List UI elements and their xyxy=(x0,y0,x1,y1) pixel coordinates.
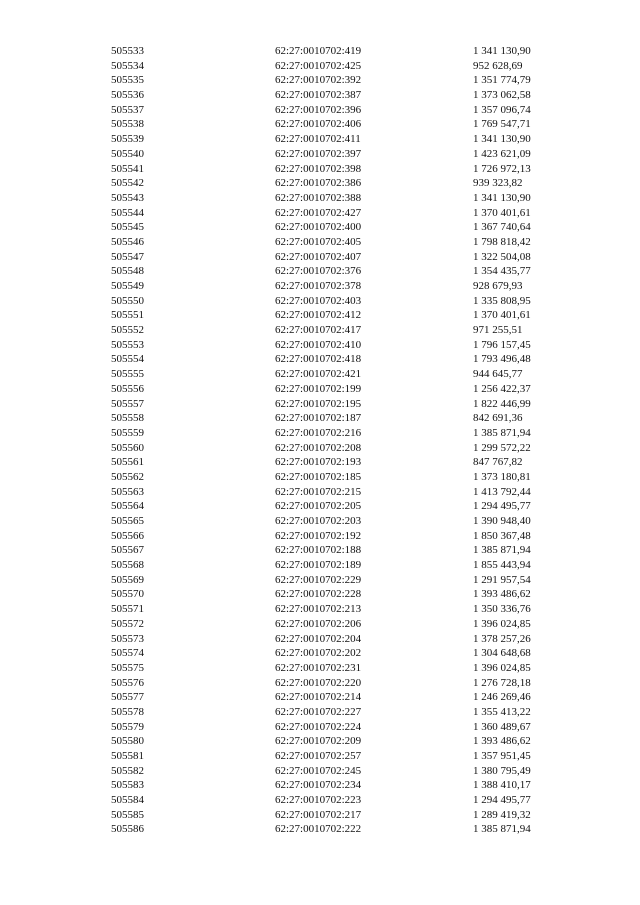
cadastral-number: 62:27:0010702:388 xyxy=(275,191,362,204)
cadastral-value: 1 291 957,54 xyxy=(473,573,531,586)
table-row xyxy=(111,397,591,412)
table-row xyxy=(111,676,591,691)
cadastral-value: 1 351 774,79 xyxy=(473,74,531,87)
table-row xyxy=(111,690,591,705)
table-row xyxy=(111,264,591,279)
cadastral-value: 1 373 180,81 xyxy=(473,470,531,483)
table-row xyxy=(111,250,591,265)
row-number: 505537 xyxy=(111,103,144,116)
table-row xyxy=(111,73,591,88)
cadastral-number: 62:27:0010702:189 xyxy=(275,559,362,572)
cadastral-value: 1 354 435,77 xyxy=(473,265,531,278)
row-number: 505553 xyxy=(111,338,144,351)
table-row xyxy=(111,529,591,544)
cadastral-number: 62:27:0010702:204 xyxy=(275,632,362,645)
row-number: 505546 xyxy=(111,235,144,248)
cadastral-value: 939 323,82 xyxy=(473,177,523,190)
table-row xyxy=(111,470,591,485)
cadastral-number: 62:27:0010702:193 xyxy=(275,456,362,469)
cadastral-value: 1 793 496,48 xyxy=(473,353,531,366)
cadastral-number: 62:27:0010702:407 xyxy=(275,250,362,263)
cadastral-number: 62:27:0010702:192 xyxy=(275,529,362,542)
table-row xyxy=(111,617,591,632)
row-number: 505582 xyxy=(111,764,144,777)
row-number: 505542 xyxy=(111,177,144,190)
table-row xyxy=(111,338,591,353)
table-row xyxy=(111,778,591,793)
cadastral-number: 62:27:0010702:406 xyxy=(275,118,362,131)
cadastral-number: 62:27:0010702:403 xyxy=(275,294,362,307)
row-number: 505535 xyxy=(111,74,144,87)
cadastral-value: 1 304 648,68 xyxy=(473,647,531,660)
cadastral-number: 62:27:0010702:227 xyxy=(275,705,362,718)
cadastral-value: 1 413 792,44 xyxy=(473,485,531,498)
row-number: 505565 xyxy=(111,515,144,527)
row-number: 505572 xyxy=(111,617,144,630)
table-row xyxy=(111,132,591,147)
table-row xyxy=(111,499,591,514)
table-row xyxy=(111,661,591,676)
cadastral-value: 1 350 336,76 xyxy=(473,603,531,616)
row-number: 505536 xyxy=(111,89,144,102)
cadastral-number: 62:27:0010702:400 xyxy=(275,221,362,234)
cadastral-value: 1 373 062,58 xyxy=(473,89,531,102)
cadastral-value: 1 357 951,45 xyxy=(473,750,531,762)
cadastral-number: 62:27:0010702:213 xyxy=(275,603,362,616)
cadastral-value: 952 628,69 xyxy=(473,59,523,72)
cadastral-value: 1 855 443,94 xyxy=(473,559,531,572)
row-number: 505541 xyxy=(111,162,144,175)
row-number: 505581 xyxy=(111,750,144,762)
table-row xyxy=(111,455,591,470)
table-row xyxy=(111,558,591,573)
table-row xyxy=(111,176,591,191)
row-number: 505552 xyxy=(111,324,144,337)
cadastral-value: 1 341 130,90 xyxy=(473,133,531,146)
table-row xyxy=(111,294,591,309)
cadastral-number: 62:27:0010702:386 xyxy=(275,177,362,190)
cadastral-value: 1 341 130,90 xyxy=(473,45,531,57)
cadastral-number: 62:27:0010702:397 xyxy=(275,147,362,160)
cadastral-number: 62:27:0010702:185 xyxy=(275,470,362,483)
table-row xyxy=(111,646,591,661)
row-number: 505545 xyxy=(111,221,144,234)
cadastral-value: 1 294 495,77 xyxy=(473,794,531,807)
table-row xyxy=(111,382,591,397)
cadastral-value: 971 255,51 xyxy=(473,324,523,337)
table-row xyxy=(111,352,591,367)
cadastral-number: 62:27:0010702:425 xyxy=(275,59,362,72)
table-row xyxy=(111,587,591,602)
cadastral-number: 62:27:0010702:398 xyxy=(275,162,362,175)
cadastral-value: 1 850 367,48 xyxy=(473,529,531,542)
cadastral-number: 62:27:0010702:419 xyxy=(275,45,362,57)
row-number: 505539 xyxy=(111,133,144,146)
table-row xyxy=(111,103,591,118)
cadastral-number: 62:27:0010702:418 xyxy=(275,353,362,366)
cadastral-value: 1 385 871,94 xyxy=(473,544,531,557)
cadastral-value: 1 822 446,99 xyxy=(473,397,531,410)
table-row xyxy=(111,426,591,441)
row-number: 505575 xyxy=(111,661,144,674)
cadastral-number: 62:27:0010702:229 xyxy=(275,573,362,586)
row-number: 505555 xyxy=(111,368,144,381)
row-number: 505578 xyxy=(111,705,144,718)
cadastral-value: 1 385 871,94 xyxy=(473,426,531,439)
row-number: 505579 xyxy=(111,720,144,733)
cadastral-value: 1 390 948,40 xyxy=(473,515,531,527)
row-number: 505570 xyxy=(111,588,144,601)
cadastral-value: 928 679,93 xyxy=(473,280,523,292)
cadastral-number: 62:27:0010702:206 xyxy=(275,617,362,630)
cadastral-value: 1 341 130,90 xyxy=(473,191,531,204)
table-row xyxy=(111,632,591,647)
row-number: 505564 xyxy=(111,500,144,513)
row-number: 505547 xyxy=(111,250,144,263)
cadastral-value: 1 322 504,08 xyxy=(473,250,531,263)
cadastral-value: 1 396 024,85 xyxy=(473,617,531,630)
cadastral-value: 1 385 871,94 xyxy=(473,823,531,836)
cadastral-value: 1 256 422,37 xyxy=(473,382,531,395)
cadastral-number: 62:27:0010702:417 xyxy=(275,324,362,337)
row-number: 505573 xyxy=(111,632,144,645)
row-number: 505556 xyxy=(111,382,144,395)
table-row xyxy=(111,485,591,500)
table-row xyxy=(111,235,591,250)
cadastral-number: 62:27:0010702:195 xyxy=(275,397,362,410)
cadastral-number: 62:27:0010702:216 xyxy=(275,426,362,439)
cadastral-number: 62:27:0010702:412 xyxy=(275,309,362,322)
table-row xyxy=(111,206,591,221)
cadastral-number: 62:27:0010702:222 xyxy=(275,823,362,836)
cadastral-value: 842 691,36 xyxy=(473,412,523,425)
cadastral-number: 62:27:0010702:387 xyxy=(275,89,362,102)
cadastral-value: 1 360 489,67 xyxy=(473,720,531,733)
cadastral-value: 1 378 257,26 xyxy=(473,632,531,645)
cadastral-number: 62:27:0010702:223 xyxy=(275,794,362,807)
cadastral-number: 62:27:0010702:214 xyxy=(275,691,362,704)
cadastral-number: 62:27:0010702:205 xyxy=(275,500,362,513)
row-number: 505560 xyxy=(111,441,144,454)
table-row xyxy=(111,573,591,588)
table-row xyxy=(111,162,591,177)
row-number: 505561 xyxy=(111,456,144,469)
cadastral-value: 1 357 096,74 xyxy=(473,103,531,116)
cadastral-value: 1 276 728,18 xyxy=(473,676,531,689)
table-row xyxy=(111,147,591,162)
cadastral-number: 62:27:0010702:427 xyxy=(275,206,362,219)
cadastral-value: 847 767,82 xyxy=(473,456,523,469)
row-number: 505550 xyxy=(111,294,144,307)
table-row xyxy=(111,191,591,206)
cadastral-value: 1 396 024,85 xyxy=(473,661,531,674)
table-row xyxy=(111,44,591,59)
cadastral-value: 1 796 157,45 xyxy=(473,338,531,351)
table-row xyxy=(111,88,591,103)
cadastral-number: 62:27:0010702:378 xyxy=(275,280,362,292)
row-number: 505574 xyxy=(111,647,144,660)
row-number: 505543 xyxy=(111,191,144,204)
cadastral-value: 1 294 495,77 xyxy=(473,500,531,513)
table-row xyxy=(111,543,591,558)
row-number: 505557 xyxy=(111,397,144,410)
table-row xyxy=(111,749,591,764)
cadastral-value: 1 299 572,22 xyxy=(473,441,531,454)
cadastral-number: 62:27:0010702:224 xyxy=(275,720,362,733)
cadastral-number: 62:27:0010702:234 xyxy=(275,779,362,792)
table-row xyxy=(111,117,591,132)
cadastral-number: 62:27:0010702:392 xyxy=(275,74,362,87)
row-number: 505583 xyxy=(111,779,144,792)
table-row xyxy=(111,602,591,617)
row-number: 505562 xyxy=(111,470,144,483)
cadastral-number: 62:27:0010702:220 xyxy=(275,676,362,689)
cadastral-number: 62:27:0010702:411 xyxy=(275,133,361,146)
row-number: 505577 xyxy=(111,691,144,704)
table-row xyxy=(111,822,591,837)
table-row xyxy=(111,279,591,294)
cadastral-number: 62:27:0010702:410 xyxy=(275,338,362,351)
cadastral-number: 62:27:0010702:203 xyxy=(275,515,362,527)
cadastral-value: 1 423 621,09 xyxy=(473,147,531,160)
cadastral-value: 1 289 419,32 xyxy=(473,808,531,821)
table-row xyxy=(111,220,591,235)
cadastral-value: 1 798 818,42 xyxy=(473,235,531,248)
row-number: 505558 xyxy=(111,412,144,425)
cadastral-number: 62:27:0010702:228 xyxy=(275,588,362,601)
cadastral-value-table xyxy=(111,44,591,837)
cadastral-value: 1 393 486,62 xyxy=(473,735,531,748)
cadastral-value: 1 367 740,64 xyxy=(473,221,531,234)
cadastral-value: 944 645,77 xyxy=(473,368,523,381)
row-number: 505559 xyxy=(111,426,144,439)
table-row xyxy=(111,734,591,749)
row-number: 505571 xyxy=(111,603,144,616)
row-number: 505551 xyxy=(111,309,144,322)
row-number: 505540 xyxy=(111,147,144,160)
table-row xyxy=(111,441,591,456)
cadastral-number: 62:27:0010702:209 xyxy=(275,735,362,748)
cadastral-number: 62:27:0010702:421 xyxy=(275,368,362,381)
row-number: 505534 xyxy=(111,59,144,72)
row-number: 505533 xyxy=(111,45,144,57)
cadastral-number: 62:27:0010702:245 xyxy=(275,764,362,777)
row-number: 505554 xyxy=(111,353,144,366)
cadastral-number: 62:27:0010702:396 xyxy=(275,103,362,116)
row-number: 505586 xyxy=(111,823,144,836)
cadastral-value: 1 370 401,61 xyxy=(473,309,531,322)
row-number: 505544 xyxy=(111,206,144,219)
cadastral-value: 1 393 486,62 xyxy=(473,588,531,601)
row-number: 505569 xyxy=(111,573,144,586)
row-number: 505566 xyxy=(111,529,144,542)
cadastral-number: 62:27:0010702:202 xyxy=(275,647,362,660)
row-number: 505585 xyxy=(111,808,144,821)
row-number: 505549 xyxy=(111,280,144,292)
cadastral-value: 1 246 269,46 xyxy=(473,691,531,704)
table-row xyxy=(111,59,591,74)
cadastral-number: 62:27:0010702:208 xyxy=(275,441,362,454)
row-number: 505563 xyxy=(111,485,144,498)
cadastral-value: 1 388 410,17 xyxy=(473,779,531,792)
row-number: 505584 xyxy=(111,794,144,807)
row-number: 505576 xyxy=(111,676,144,689)
cadastral-number: 62:27:0010702:231 xyxy=(275,661,362,674)
row-number: 505548 xyxy=(111,265,144,278)
table-row xyxy=(111,705,591,720)
cadastral-number: 62:27:0010702:215 xyxy=(275,485,362,498)
table-row xyxy=(111,323,591,338)
table-row xyxy=(111,720,591,735)
table-row xyxy=(111,514,591,529)
cadastral-value: 1 380 795,49 xyxy=(473,764,531,777)
cadastral-value: 1 370 401,61 xyxy=(473,206,531,219)
row-number: 505568 xyxy=(111,559,144,572)
table-row xyxy=(111,411,591,426)
cadastral-value: 1 355 413,22 xyxy=(473,705,531,718)
cadastral-value: 1 769 547,71 xyxy=(473,118,531,131)
row-number: 505567 xyxy=(111,544,144,557)
cadastral-number: 62:27:0010702:217 xyxy=(275,808,362,821)
cadastral-number: 62:27:0010702:257 xyxy=(275,750,362,762)
row-number: 505580 xyxy=(111,735,144,748)
cadastral-number: 62:27:0010702:188 xyxy=(275,544,362,557)
cadastral-number: 62:27:0010702:376 xyxy=(275,265,362,278)
row-number: 505538 xyxy=(111,118,144,131)
cadastral-number: 62:27:0010702:187 xyxy=(275,412,362,425)
table-row xyxy=(111,808,591,823)
cadastral-number: 62:27:0010702:199 xyxy=(275,382,362,395)
cadastral-value: 1 726 972,13 xyxy=(473,162,531,175)
cadastral-value: 1 335 808,95 xyxy=(473,294,531,307)
cadastral-number: 62:27:0010702:405 xyxy=(275,235,362,248)
table-row xyxy=(111,308,591,323)
table-row xyxy=(111,793,591,808)
table-row xyxy=(111,764,591,779)
table-row xyxy=(111,367,591,382)
